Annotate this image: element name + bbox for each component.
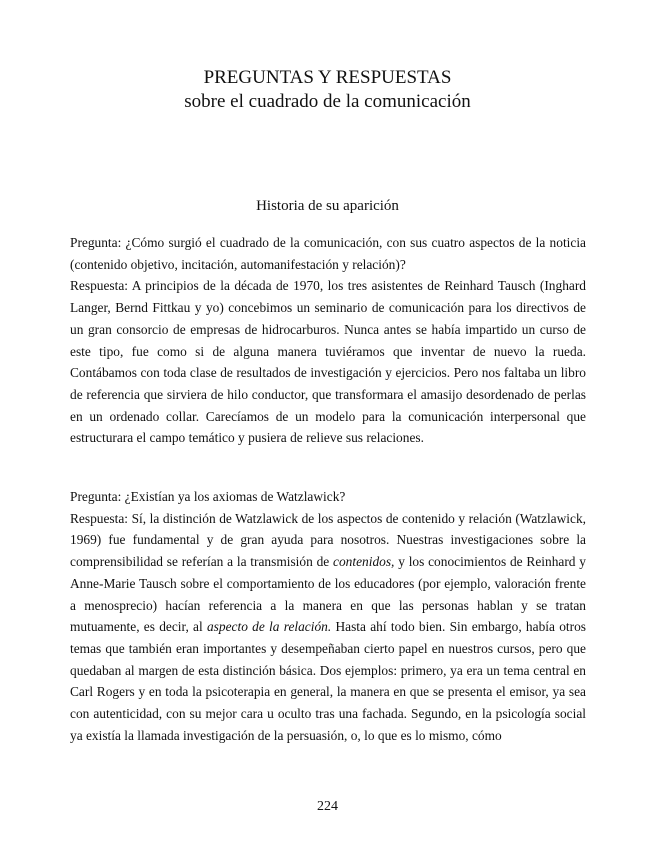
page-subtitle: sobre el cuadrado de la comunicación bbox=[184, 91, 471, 112]
answer-text: Respuesta: Sí, la distinción de Watzlawick de los aspectos de contenido y relación (Watzlawick, 1969) fue fundamental y de gran ayuda para nosotros. Nuestras investigaciones sobre la comprensibilidad se referían a la transmisión de bbox=[70, 510, 586, 570]
emphasis-aspecto-relacion: aspecto de la relación. bbox=[206, 619, 332, 635]
question-paragraph: Pregunta: ¿Existían ya los axiomas de Watzlawick? bbox=[70, 489, 346, 504]
qa-block-1 bbox=[70, 232, 586, 449]
emphasis-contenidos: contenidos, bbox=[333, 554, 395, 570]
answer-paragraph bbox=[70, 508, 586, 747]
answer-text: Hasta ahí todo bien. Sin embargo, había otros temas que también eran importantes y desempeñaban cierto papel en nuestros cursos, pero que quedaban al margen de esta distinción básica. Dos ejemplos: primero, ya era un tema central en Carl Rogers y en toda la psicoterapia en general, la manera en que se presenta el emisor, ya sea con autenticidad, con su mejor cara u oculto tras una fachada. Segundo, en la psicología social ya existía la llamada investigación de la persuasión, o, lo que es lo mismo, cómo bbox=[70, 619, 586, 743]
qa-block-2 bbox=[70, 486, 586, 746]
question-paragraph: Pregunta: ¿Cómo surgió el cuadrado de la comunicación, con sus cuatro aspectos de la noticia (contenido objetivo, incitación, automanifestación y relación)? bbox=[70, 235, 586, 272]
page-number: 224 bbox=[317, 799, 338, 814]
page-title: PREGUNTAS Y RESPUESTAS bbox=[203, 67, 452, 88]
answer-paragraph: Respuesta: A principios de la década de 1970, los tres asistentes de Reinhard Tausch (Inghard Langer, Bernd Fittkau y yo) concebimos un seminario de comunicación para los directivos de un gran consorcio de empresas de hidrocarburos. Nunca antes se había impartido un curso de este tipo, fue como si de alguna manera tuviéramos que inventar de nuevo la rueda. Contábamos con toda clase de resultados de investigación y ejercicios. Pero nos faltaba un libro de referencia que sirviera de hilo conductor, que transformara el amasijo desordenado de perlas en un ordenado collar. Carecíamos de un modelo para la comunicación interpersonal que estructurara el campo temático y pusiera de relieve sus relaciones. bbox=[70, 278, 586, 446]
section-heading: Historia de su aparición bbox=[256, 198, 399, 214]
answer-text: y los conocimientos de Reinhard y Anne-Marie Tausch sobre el comportamiento de los educadores (por ejemplo, valoración frente a menosprecio) hacían referencia a la manera en que las personas hablan y se tratan mutuamente, es decir, al bbox=[70, 554, 586, 635]
